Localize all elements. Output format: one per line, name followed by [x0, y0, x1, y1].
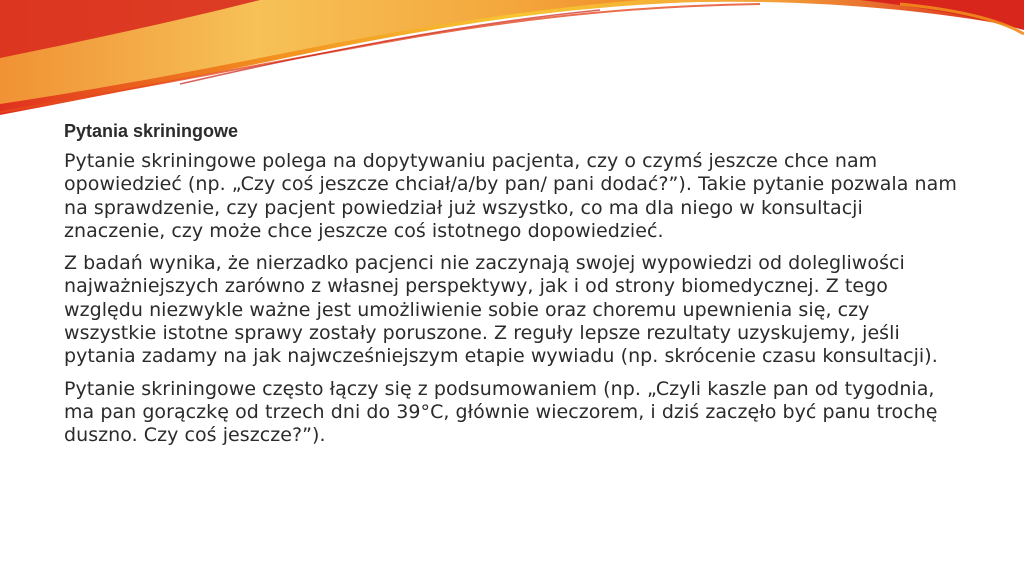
paragraph-2: Z badań wynika, że nierzadko pacjenci nie zaczynają swojej wypowiedzi od dolegliwości najważniejszych zarówno z własnej perspektywy, jak i od strony biomedycznej. Z tego względu niezwykle ważne jest umożliwienie sobie oraz choremu upewnienia się, czy wszystkie istotne sprawy zostały poruszone. Z reguły lepsze rezultaty uzyskujemy, jeśli pytania zadamy na jak najwcześniejszym etapie wywiadu (np. skrócenie czasu konsultacji).: [64, 252, 938, 368]
decorative-wave-banner: [0, 0, 1024, 130]
slide-heading: Pytania skriningowe: [64, 121, 239, 141]
paragraph-1: Pytanie skriningowe polega na dopytywaniu pacjenta, czy o czymś jeszcze chce nam opowiedzieć (np. „Czy coś jeszcze chciał/a/by pan/ pani dodać?”). Takie pytanie pozwala nam na sprawdzenie, czy pacjent powiedział już wszystko, co ma dla niego w konsultacji znaczenie, czy może chce jeszcze coś istotnego dopowiedzieć.: [64, 150, 957, 242]
slide-content: [64, 120, 964, 457]
paragraph-3: Pytanie skriningowe często łączy się z podsumowaniem (np. „Czyli kaszle pan od tygodnia, ma pan gorączkę od trzech dni do 39°C, głównie wieczorem, i dziś zaczęło być panu trochę duszno. Czy coś jeszcze?”).: [64, 377, 938, 447]
